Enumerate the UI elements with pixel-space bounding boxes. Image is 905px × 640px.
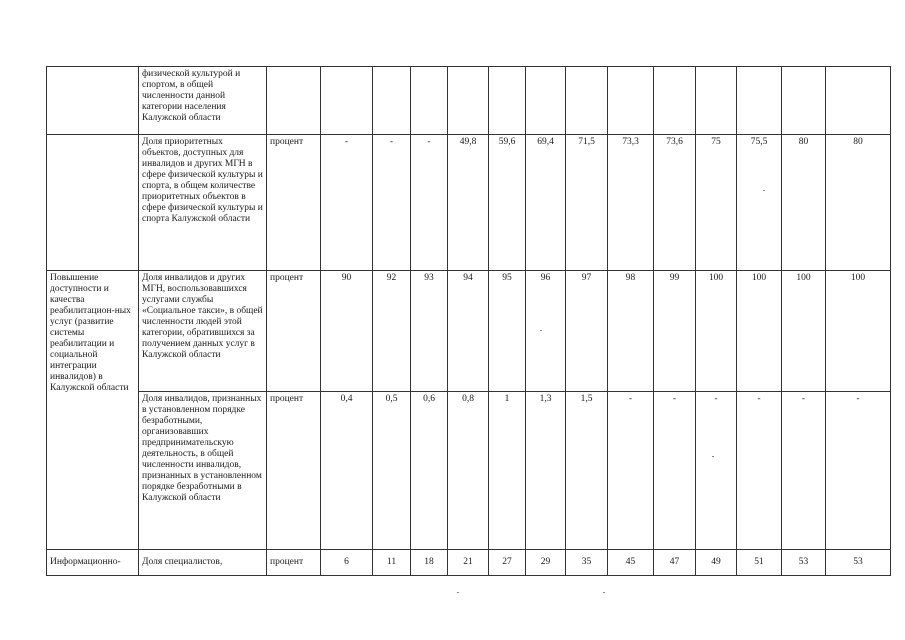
- value-cell: 51: [737, 550, 782, 576]
- scan-speck: [712, 456, 714, 457]
- value-cell: [321, 67, 373, 135]
- value-cell: 59,6: [489, 135, 526, 271]
- goal-cell: [47, 135, 139, 271]
- value-cell: 90: [321, 271, 373, 392]
- value-cell: 75,5: [737, 135, 782, 271]
- value-cell: [566, 67, 608, 135]
- scan-speck: [457, 592, 459, 593]
- value-cell: [737, 67, 782, 135]
- value-cell: 49: [696, 550, 737, 576]
- value-cell: 94: [448, 271, 489, 392]
- value-cell: 21: [448, 550, 489, 576]
- value-cell: [654, 67, 696, 135]
- value-cell: 95: [489, 271, 526, 392]
- unit-cell: [267, 67, 321, 135]
- value-cell: 98: [608, 271, 654, 392]
- value-cell: [782, 67, 826, 135]
- value-cell: [448, 67, 489, 135]
- indicator-cell: Доля специалистов,: [139, 550, 267, 576]
- value-cell: 0,4: [321, 392, 373, 550]
- value-cell: 99: [654, 271, 696, 392]
- goal-cell: [47, 67, 139, 135]
- value-cell: 100: [696, 271, 737, 392]
- scan-speck: [603, 592, 605, 593]
- value-cell: [373, 67, 411, 135]
- table-row: [47, 392, 891, 550]
- unit-cell: процент: [267, 550, 321, 576]
- value-cell: 73,6: [654, 135, 696, 271]
- indicator-cell: физической культурой и спортом, в общей численности данной категории населения Калужской области: [139, 67, 267, 135]
- value-cell: 1: [489, 392, 526, 550]
- value-cell: [608, 67, 654, 135]
- value-cell: -: [654, 392, 696, 550]
- value-cell: [696, 67, 737, 135]
- value-cell: 97: [566, 271, 608, 392]
- value-cell: 0,6: [411, 392, 448, 550]
- value-cell: 35: [566, 550, 608, 576]
- indicator-cell: Доля приоритетных объектов, доступных для инвалидов и других МГН в сфере физической культуры и спорта, в общем количестве приоритетных объектов в сфере физической культуры и спорта Калужской области: [139, 135, 267, 271]
- value-cell: -: [737, 392, 782, 550]
- goal-cell: Повышение доступности и качества реабилитацион-ных услуг (развитие системы реабилитации и социальной интеграции инвалидов) в Калужской области: [47, 271, 139, 550]
- value-cell: -: [782, 392, 826, 550]
- value-cell: -: [826, 392, 891, 550]
- goal-cell: Информационно-: [47, 550, 139, 576]
- value-cell: 75: [696, 135, 737, 271]
- table-row: [47, 67, 891, 135]
- scan-speck: [540, 330, 542, 331]
- value-cell: 18: [411, 550, 448, 576]
- value-cell: 73,3: [608, 135, 654, 271]
- value-cell: 93: [411, 271, 448, 392]
- table-row: [47, 550, 891, 576]
- value-cell: -: [608, 392, 654, 550]
- value-cell: 49,8: [448, 135, 489, 271]
- value-cell: 27: [489, 550, 526, 576]
- value-cell: [526, 67, 566, 135]
- value-cell: 1,3: [526, 392, 566, 550]
- value-cell: [826, 67, 891, 135]
- value-cell: 53: [782, 550, 826, 576]
- value-cell: 0,5: [373, 392, 411, 550]
- scan-speck: [763, 190, 765, 191]
- value-cell: -: [411, 135, 448, 271]
- table-row: [47, 135, 891, 271]
- value-cell: -: [373, 135, 411, 271]
- value-cell: 11: [373, 550, 411, 576]
- unit-cell: процент: [267, 271, 321, 392]
- table-row: [47, 271, 891, 392]
- value-cell: -: [321, 135, 373, 271]
- unit-cell: процент: [267, 392, 321, 550]
- value-cell: 29: [526, 550, 566, 576]
- value-cell: 53: [826, 550, 891, 576]
- value-cell: -: [696, 392, 737, 550]
- value-cell: 71,5: [566, 135, 608, 271]
- value-cell: [489, 67, 526, 135]
- value-cell: 45: [608, 550, 654, 576]
- value-cell: 100: [737, 271, 782, 392]
- indicator-cell: Доля инвалидов, признанных в установленном порядке безработными, организовавших предпринимательскую деятельность, в общей численности инвалидов, признанных в установленном порядке безработными в Калужской области: [139, 392, 267, 550]
- value-cell: 92: [373, 271, 411, 392]
- value-cell: [411, 67, 448, 135]
- value-cell: 1,5: [566, 392, 608, 550]
- value-cell: 100: [782, 271, 826, 392]
- unit-cell: процент: [267, 135, 321, 271]
- value-cell: 96: [526, 271, 566, 392]
- value-cell: 0,8: [448, 392, 489, 550]
- value-cell: 80: [782, 135, 826, 271]
- value-cell: 80: [826, 135, 891, 271]
- indicator-cell: Доля инвалидов и других МГН, воспользовавшихся услугами службы «Социальное такси», в общей численности людей этой категории, обратившихся за получением данных услуг в Калужской области: [139, 271, 267, 392]
- indicators-table: [46, 66, 891, 576]
- value-cell: 47: [654, 550, 696, 576]
- value-cell: 6: [321, 550, 373, 576]
- value-cell: 100: [826, 271, 891, 392]
- value-cell: 69,4: [526, 135, 566, 271]
